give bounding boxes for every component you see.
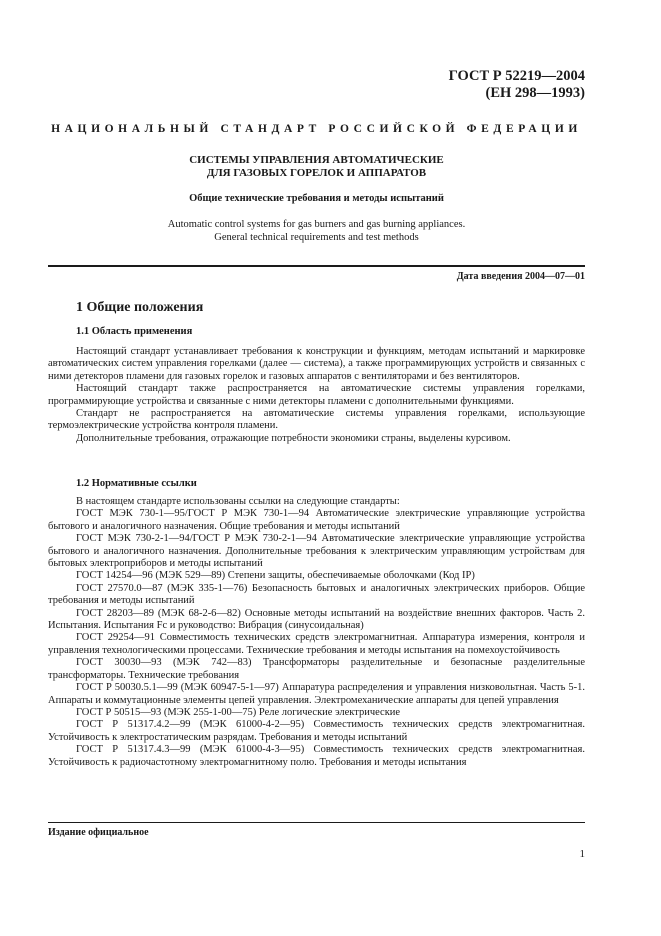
reference-item: ГОСТ Р 50030.5.1—99 (МЭК 60947-5-1—97) Аппаратура распределения и управления низковольтная. Часть 5-1. Аппараты и коммутационные элементы цепей управления. Электромеханические аппараты для цепей управления [48,682,585,706]
english-title-line-1: Automatic control systems for gas burners and gas burning appliances. [167,219,466,230]
reference-item: ГОСТ Р 51317.4.3—99 (МЭК 61000-4-3—95) Совместимость технических средств электромагнитная. Устойчивость к радиочастотному электромагнитному полю. Требования и методы испытания [48,744,585,768]
paragraph: Настоящий стандарт устанавливает требования к конструкции и функциям, методам испытаний и маркировке автоматических систем управления горелками (далее — система), а также программирующих устройств и связанных с ними детекторов пламени для газовых горелок и газовых аппаратов с вентиляторами и без вентиляторов. [48,346,585,382]
document-title [48,154,585,180]
section-heading: 1 Общие положения [76,300,204,315]
reference-item: ГОСТ 14254—96 (МЭК 529—89) Степени защиты, обеспечиваемые оболочками (Код IP) [76,570,475,582]
scope-text [48,346,585,445]
title-line-1: СИСТЕМЫ УПРАВЛЕНИЯ АВТОМАТИЧЕСКИЕ [189,154,444,166]
reference-item: ГОСТ 30030—93 (МЭК 742—83) Трансформаторы разделительные и безопасные разделительные трансформаторы. Технические требования [48,657,585,681]
title-line-2: ДЛЯ ГАЗОВЫХ ГОРЕЛОК И АППАРАТОВ [206,167,427,179]
standard-equivalent: (ЕН 298—1993) [485,85,585,101]
standard-number: ГОСТ Р 52219—2004 [448,68,585,84]
edition-label: Издание официальное [48,827,149,838]
reference-item: ГОСТ Р 51317.4.2—99 (МЭК 61000-4-2—95) Совместимость технических средств электромагнитная. Устойчивость к электростатическим разрядам. Требования и методы испытаний [48,719,585,743]
reference-item: ГОСТ 27570.0—87 (МЭК 335-1—76) Безопасность бытовых и аналогичных электрических приборов. Общие требования и методы испытаний [48,582,585,607]
footer-divider [48,822,585,823]
subsection-heading-references: 1.2 Нормативные ссылки [76,478,197,489]
paragraph: Стандарт не распространяется на автоматические системы управления горелками, использующие термоэлектрические устройства контроля пламени. [48,408,585,432]
header-divider [48,265,585,267]
paragraph: В настоящем стандарте использованы ссылки на следующие стандарты: [76,496,400,507]
document-subtitle: Общие технические требования и методы испытаний [189,193,444,204]
references-text [48,496,585,769]
reference-item: ГОСТ МЭК 730-2-1—94/ГОСТ Р МЭК 730-2-1—94 Автоматические электрические управляющие устройства бытового и аналогичного назначения. Дополнительные требования к электрическим управляющим устройствам для бытовых электроприборов и методы испытаний [48,533,585,570]
english-title-line-2: General technical requirements and test methods [214,232,419,243]
reference-item: ГОСТ МЭК 730-1—95/ГОСТ Р МЭК 730-1—94 Автоматические электрические управляющие устройства бытового и аналогичного назначения. Общие требования и методы испытаний [48,508,585,532]
reference-item: ГОСТ 28203—89 (МЭК 68-2-6—82) Основные методы испытаний на воздействие внешних факторов. Часть 2. Испытания. Испытания Fc и руководство: Вибрация (синусоидальная) [48,607,585,632]
reference-item: ГОСТ Р 50515—93 (МЭК 255-1-00—75) Реле логические электрические [76,706,401,718]
paragraph: Настоящий стандарт также распространяется на автоматические системы управления горелками, программирующие устройства и связанные с ними детекторы пламени с дополнительными функциями. [48,383,585,407]
reference-item: ГОСТ 29254—91 Совместимость технических средств электромагнитная. Аппаратура измерения, контроля и управления технологическими процессами. Технические требования и методы испытания на помехоустойчивость [48,632,585,656]
page-number: 1 [579,848,585,860]
paragraph-italic: Дополнительные требования, отражающие потребности экономики страны, выделены курсивом. [76,432,511,444]
national-standard-line: НАЦИОНАЛЬНЫЙ СТАНДАРТ РОССИЙСКОЙ ФЕДЕРАЦИИ [51,123,582,135]
introduction-date: Дата введения 2004—07—01 [456,271,585,282]
english-title [48,218,585,244]
subsection-heading-scope: 1.1 Область применения [76,326,193,337]
standard-number-block [449,68,585,102]
